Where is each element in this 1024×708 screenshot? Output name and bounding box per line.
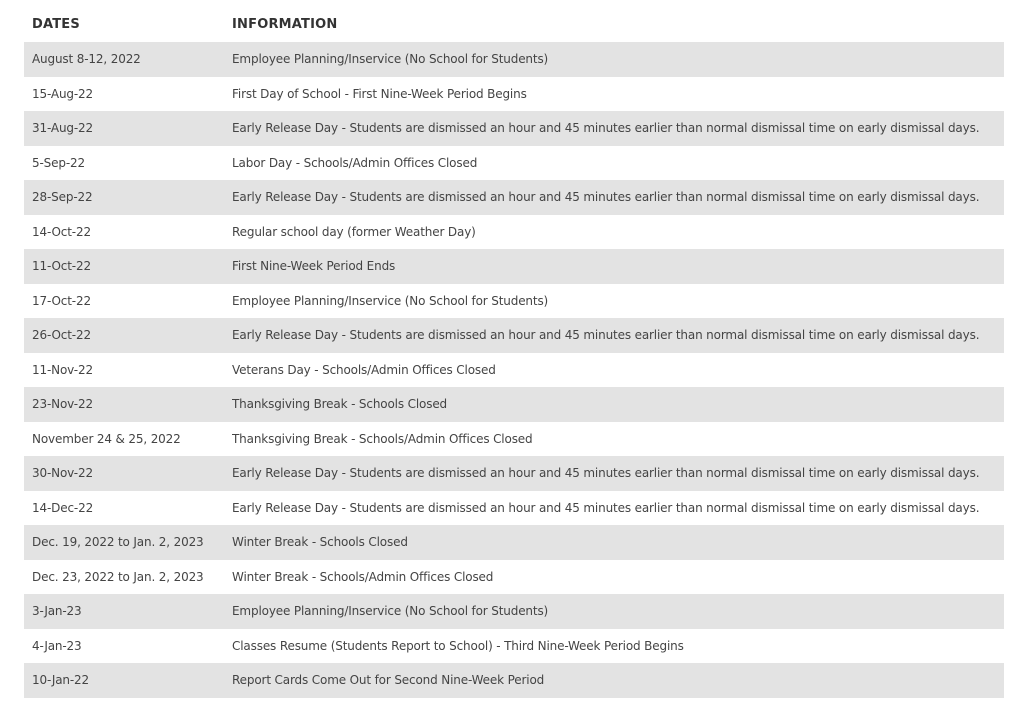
row-information: Winter Break - Schools Closed: [232, 535, 408, 550]
row-date: 10-Jan-22: [32, 673, 90, 688]
row-information: Employee Planning/Inservice (No School for Students): [232, 52, 549, 67]
row-information: Labor Day - Schools/Admin Offices Closed: [232, 155, 478, 170]
row-information: First Day of School - First Nine-Week Period Begins: [232, 86, 527, 101]
row-date: 11-Oct-22: [32, 259, 91, 274]
header-information: INFORMATION: [232, 16, 338, 32]
school-calendar-table: [24, 6, 1004, 698]
table-row: [24, 77, 1004, 112]
row-date: November 24 & 25, 2022: [32, 431, 181, 446]
row-date: Dec. 23, 2022 to Jan. 2, 2023: [32, 569, 204, 584]
table-row: [24, 111, 1004, 146]
row-date: 11-Nov-22: [32, 362, 93, 377]
table-row: [24, 663, 1004, 698]
table-row: [24, 525, 1004, 560]
row-information: Thanksgiving Break - Schools/Admin Offices Closed: [232, 431, 533, 446]
row-information: Employee Planning/Inservice (No School for Students): [232, 604, 549, 619]
row-date: 28-Sep-22: [32, 190, 93, 205]
row-date: 4-Jan-23: [32, 638, 82, 653]
row-date: 14-Dec-22: [32, 500, 94, 515]
table-row: [24, 249, 1004, 284]
table-row: [24, 318, 1004, 353]
row-date: 15-Aug-22: [32, 86, 94, 101]
header-dates: DATES: [32, 16, 80, 32]
table-row: [24, 422, 1004, 457]
table-row: [24, 353, 1004, 388]
row-date: 23-Nov-22: [32, 397, 93, 412]
row-date: 3-Jan-23: [32, 604, 82, 619]
table-row: [24, 491, 1004, 526]
row-date: August 8-12, 2022: [32, 52, 141, 67]
table-header: [24, 6, 1004, 42]
row-date: 14-Oct-22: [32, 224, 91, 239]
row-date: 17-Oct-22: [32, 293, 91, 308]
row-information: Veterans Day - Schools/Admin Offices Closed: [232, 362, 496, 377]
table-row: [24, 42, 1004, 77]
row-information: Early Release Day - Students are dismissed an hour and 45 minutes earlier than normal dismissal time on early dismissal days.: [232, 121, 980, 136]
row-information: Employee Planning/Inservice (No School for Students): [232, 293, 549, 308]
table-body: [24, 42, 1004, 698]
row-information: Regular school day (former Weather Day): [232, 224, 476, 239]
table-row: [24, 180, 1004, 215]
table-row: [24, 594, 1004, 629]
row-date: 30-Nov-22: [32, 466, 93, 481]
row-information: Early Release Day - Students are dismissed an hour and 45 minutes earlier than normal dismissal time on early dismissal days.: [232, 328, 980, 343]
table-row: [24, 456, 1004, 491]
row-information: Early Release Day - Students are dismissed an hour and 45 minutes earlier than normal dismissal time on early dismissal days.: [232, 466, 980, 481]
row-information: Winter Break - Schools/Admin Offices Closed: [232, 569, 494, 584]
row-information: Classes Resume (Students Report to School) - Third Nine-Week Period Begins: [232, 638, 684, 653]
table-row: [24, 629, 1004, 664]
row-date: 31-Aug-22: [32, 121, 94, 136]
table-row: [24, 215, 1004, 250]
row-information: Report Cards Come Out for Second Nine-Week Period: [232, 673, 545, 688]
row-date: 26-Oct-22: [32, 328, 91, 343]
table-row: [24, 560, 1004, 595]
row-date: 5-Sep-22: [32, 155, 85, 170]
row-information: Early Release Day - Students are dismissed an hour and 45 minutes earlier than normal dismissal time on early dismissal days.: [232, 500, 980, 515]
row-date: Dec. 19, 2022 to Jan. 2, 2023: [32, 535, 204, 550]
row-information: Early Release Day - Students are dismissed an hour and 45 minutes earlier than normal dismissal time on early dismissal days.: [232, 190, 980, 205]
table-row: [24, 387, 1004, 422]
row-information: Thanksgiving Break - Schools Closed: [232, 397, 448, 412]
table-row: [24, 284, 1004, 319]
table-row: [24, 146, 1004, 181]
row-information: First Nine-Week Period Ends: [232, 259, 396, 274]
